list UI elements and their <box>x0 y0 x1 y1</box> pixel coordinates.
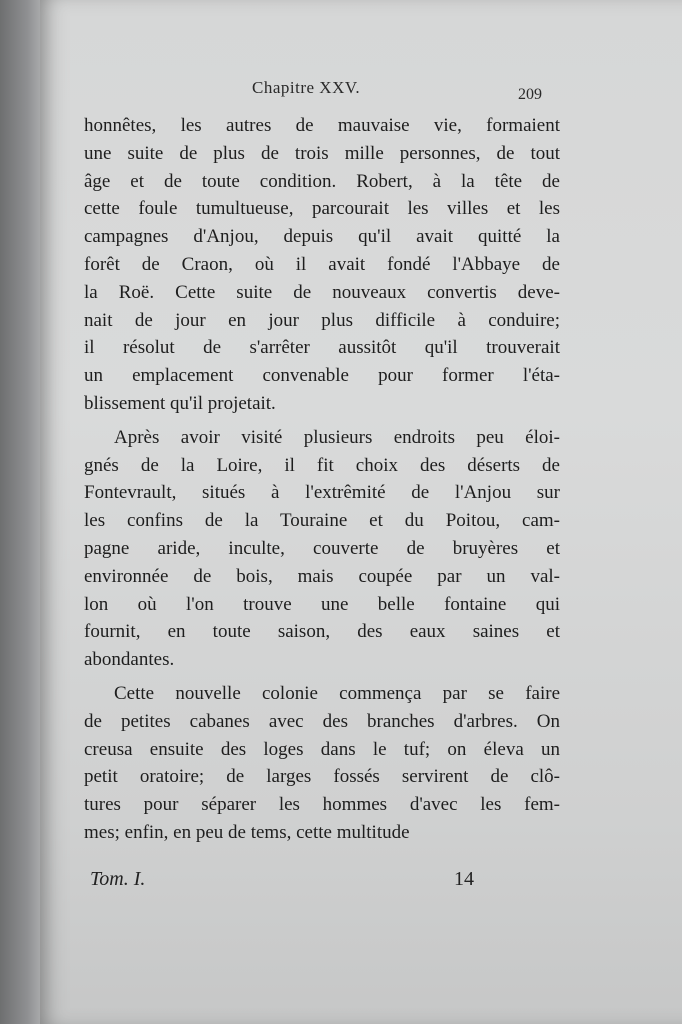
paragraph <box>84 680 560 847</box>
text-line: abondantes. <box>84 649 175 671</box>
text-line: gnés de la Loire, il fit choix des déserts de <box>84 454 560 476</box>
text-line: fournit, en toute saison, des eaux saines et <box>84 621 560 643</box>
text-line: un emplacement convenable pour former l'éta- <box>84 365 560 387</box>
text-line: Cette nouvelle colonie commença par se faire <box>114 682 560 704</box>
text-line: nait de jour en jour plus difficile à conduire; <box>84 309 560 331</box>
text-line: âge et de toute condition. Robert, à la tête de <box>84 170 560 192</box>
text-line: les confins de la Touraine et du Poitou, cam- <box>84 510 560 532</box>
text-line: Après avoir visité plusieurs endroits peu éloi- <box>114 426 560 448</box>
running-head: Chapitre XXV. <box>252 78 361 97</box>
text-line: la Roë. Cette suite de nouveaux convertis deve- <box>84 281 560 303</box>
paragraph <box>84 424 560 674</box>
page-header <box>40 78 682 104</box>
book-page <box>40 0 682 1024</box>
text-line: il résolut de s'arrêter aussitôt qu'il trouverait <box>84 337 560 359</box>
text-line: cette foule tumultueuse, parcourait les villes et les <box>84 198 560 220</box>
text-line: petit oratoire; de larges fossés servirent de clô- <box>84 766 560 788</box>
gathering-mark: 14 <box>454 868 474 890</box>
text-line: blissement qu'il projetait. <box>84 392 276 414</box>
text-line: mes; enfin, en peu de tems, cette multitude <box>84 821 410 843</box>
text-line: campagnes d'Anjou, depuis qu'il avait quitté la <box>84 226 560 248</box>
paragraph <box>84 112 560 418</box>
text-line: environnée de bois, mais coupée par un val- <box>84 565 560 587</box>
volume-signature: Tom. I. <box>90 868 146 890</box>
text-line: pagne aride, inculte, couverte de bruyères et <box>84 537 560 559</box>
text-line: de petites cabanes avec des branches d'arbres. On <box>84 710 560 732</box>
text-line: une suite de plus de trois mille personnes, de tout <box>84 142 560 164</box>
text-line: creusa ensuite des loges dans le tuf; on éleva un <box>84 738 560 760</box>
page-footer <box>40 868 682 898</box>
text-line: lon où l'on trouve une belle fontaine qui <box>84 593 560 615</box>
text-line: forêt de Craon, où il avait fondé l'Abbaye de <box>84 253 560 275</box>
text-line: Fontevrault, situés à l'extrêmité de l'Anjou sur <box>84 482 560 504</box>
text-line: tures pour séparer les hommes d'avec les fem- <box>84 794 560 816</box>
text-line: honnêtes, les autres de mauvaise vie, formaient <box>84 115 560 136</box>
page-number: 209 <box>518 86 542 103</box>
body-text <box>84 112 560 847</box>
